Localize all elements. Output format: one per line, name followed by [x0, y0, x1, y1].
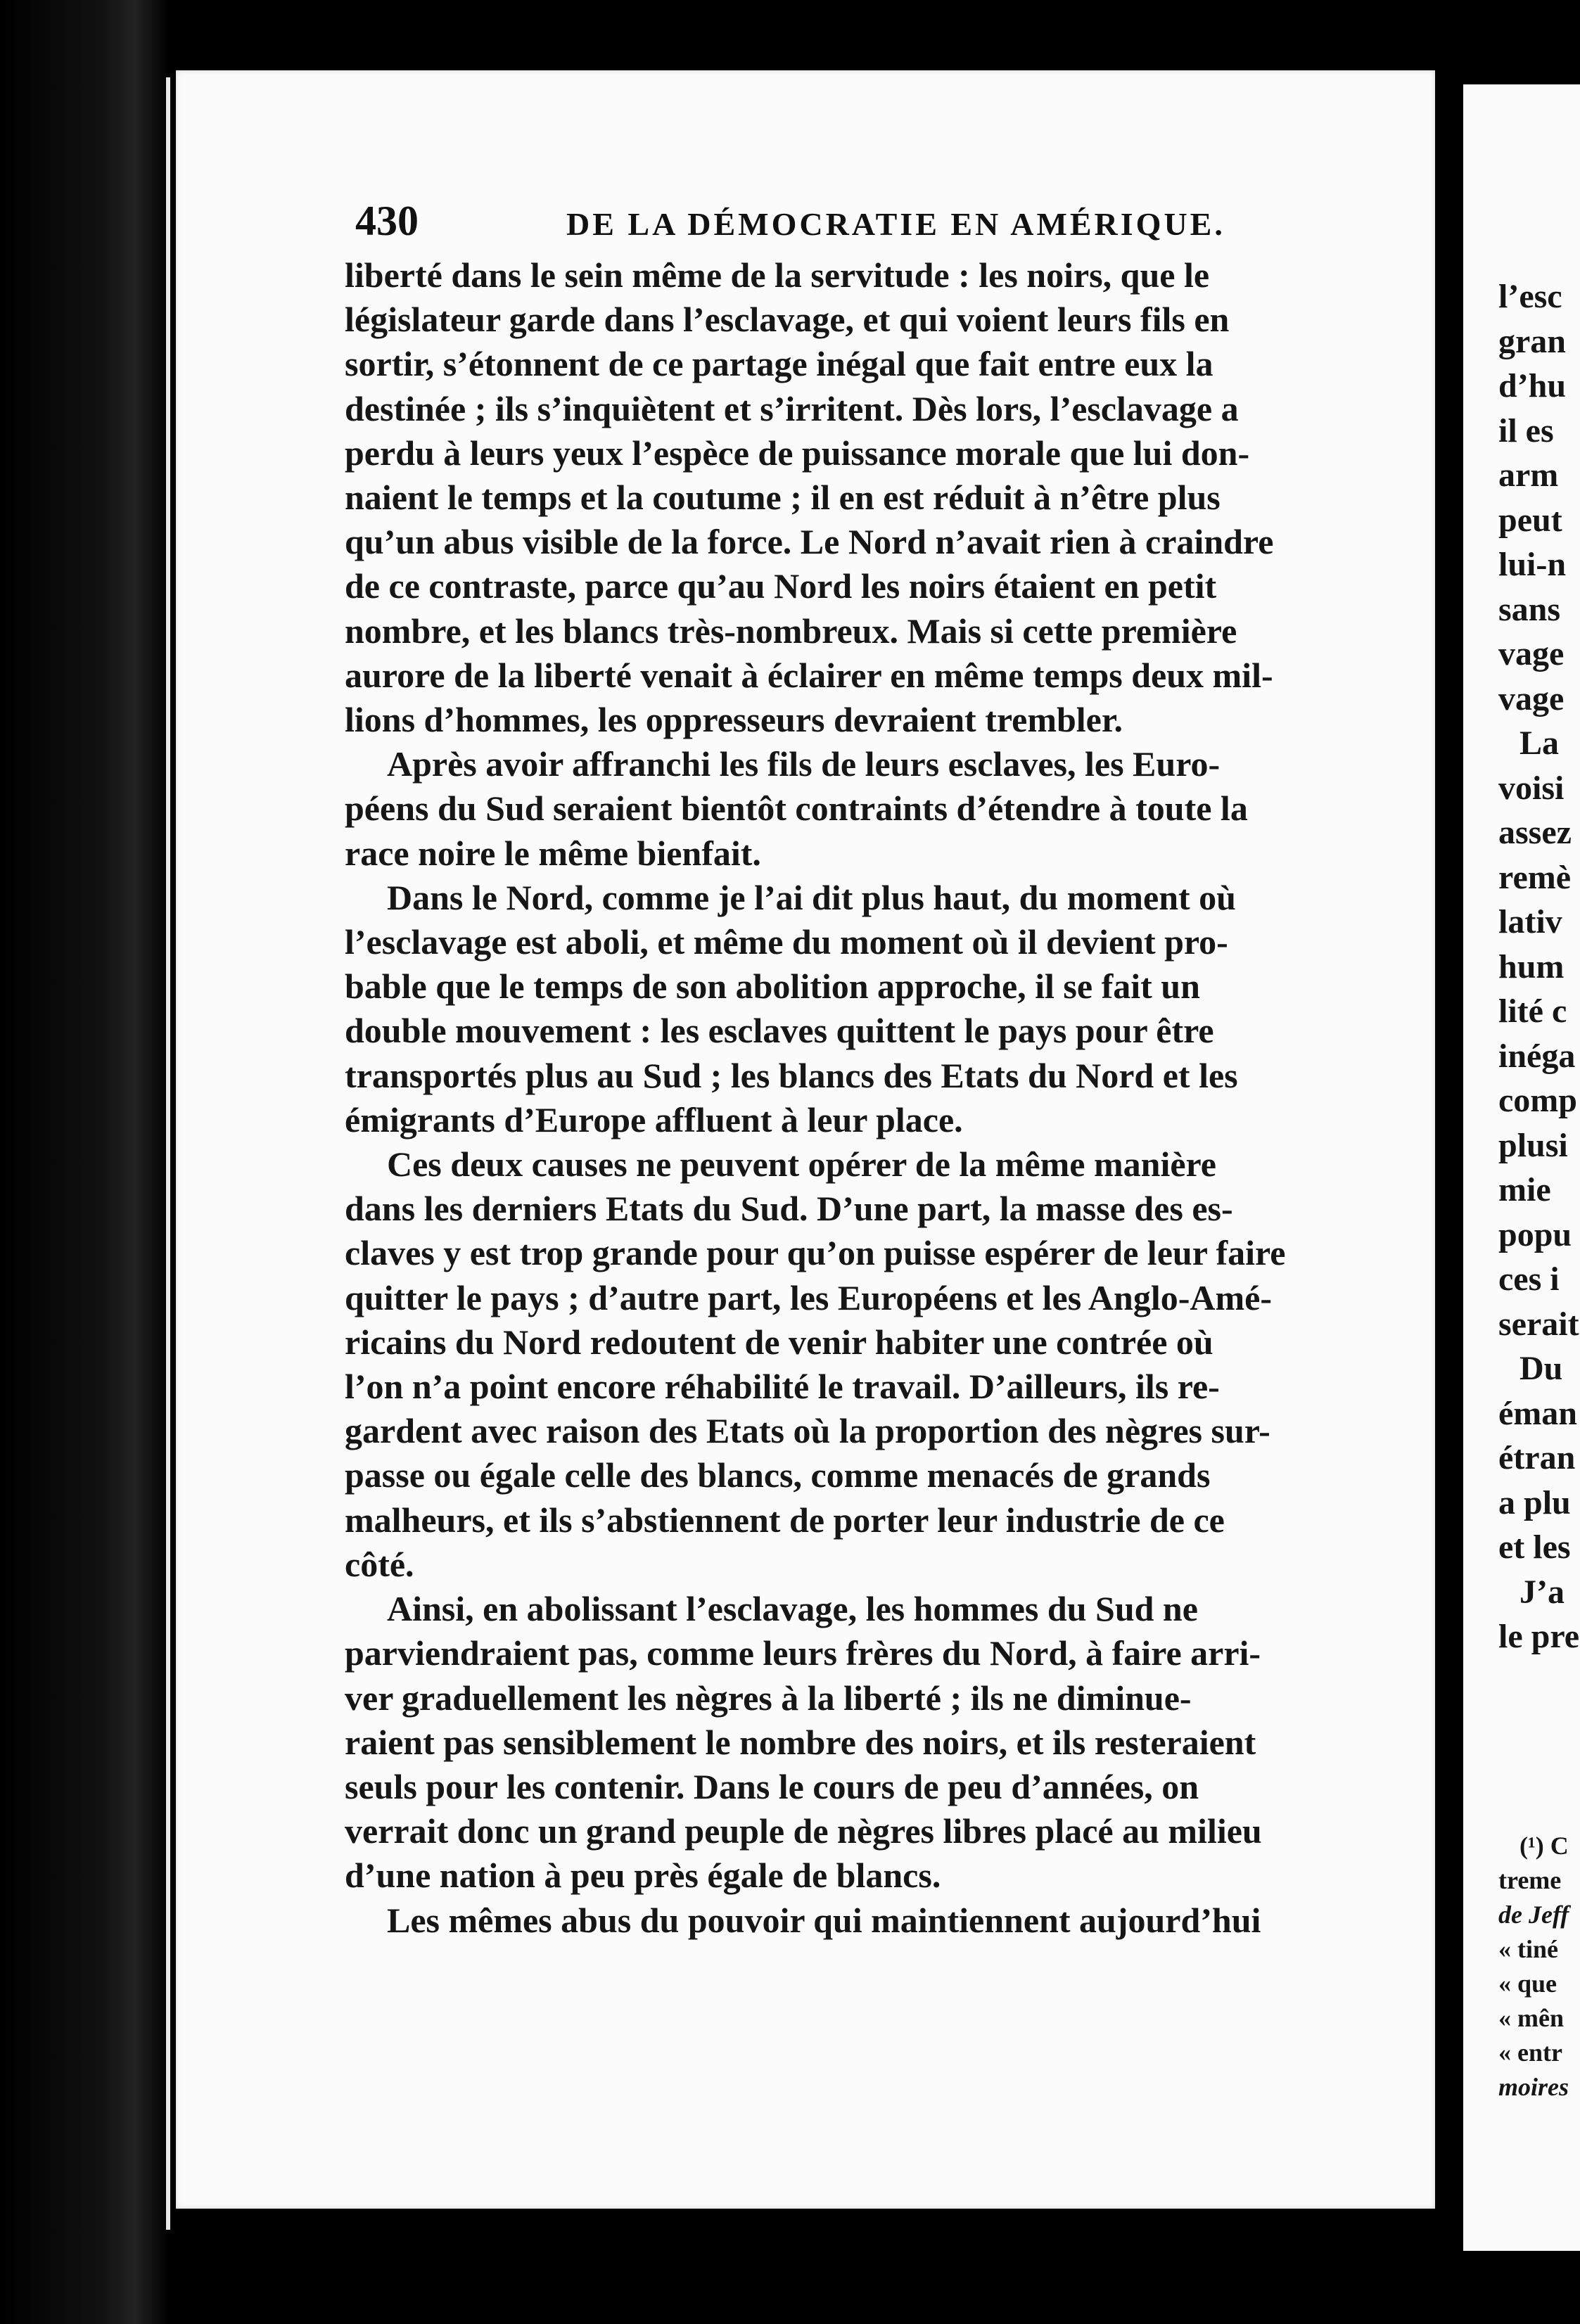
text-line: transportés plus au Sud ; les blancs des Etats du Nord et les	[345, 1055, 1238, 1095]
text-line: il es	[1498, 411, 1554, 449]
next-page-text	[1498, 274, 1580, 1659]
text-line: d’une nation à peu près égale de blancs.	[345, 1856, 941, 1896]
footnote-line: « entr	[1498, 2038, 1562, 2067]
text-line: gardent avec raison des Etats où la proportion des nègres sur-	[345, 1411, 1270, 1451]
text-line: Les mêmes abus du pouvoir qui maintiennent aujourd’hui	[387, 1900, 1261, 1940]
page-number: 430	[355, 198, 419, 244]
text-line: malheurs, et ils s’abstiennent de porter leur industrie de ce	[345, 1500, 1225, 1540]
scan-edge-line	[166, 77, 170, 2230]
text-line: l’esc	[1498, 278, 1562, 315]
text-line: arm	[1498, 456, 1559, 494]
text-line: liberté dans le sein même de la servitude : les noirs, que le	[345, 255, 1210, 295]
text-line: raient pas sensiblement le nombre des noirs, et ils resteraient	[345, 1722, 1256, 1762]
text-line: verrait donc un grand peuple de nègres libres placé au milieu	[345, 1811, 1262, 1851]
text-line: bable que le temps de son abolition approche, il se fait un	[345, 966, 1200, 1007]
text-line: assez	[1498, 814, 1572, 851]
text-line: le pre	[1498, 1618, 1580, 1655]
text-line: péens du Sud seraient bientôt contraints d’étendre à toute la	[345, 788, 1248, 829]
text-line: législateur garde dans l’esclavage, et qui voient leurs fils en	[345, 300, 1230, 340]
text-line: J’a	[1520, 1573, 1565, 1611]
text-line: qu’un abus visible de la force. Le Nord n’avait rien à craindre	[345, 522, 1274, 562]
footnote-line: « mên	[1498, 2004, 1564, 2032]
text-line: voisi	[1498, 769, 1565, 807]
text-line: mie	[1498, 1171, 1551, 1208]
text-line: ces i	[1498, 1260, 1560, 1298]
text-line: double mouvement : les esclaves quittent le pays pour être	[345, 1011, 1214, 1051]
text-line: remè	[1498, 858, 1572, 896]
running-title: DE LA DÉMOCRATIE EN AMÉRIQUE.	[566, 206, 1225, 242]
footnote-line: « tiné	[1498, 1935, 1558, 1963]
text-line: de ce contraste, parce qu’au Nord les noirs étaient en petit	[345, 566, 1217, 606]
text-line: d’hu	[1498, 367, 1567, 404]
text-line: dans les derniers Etats du Sud. D’une part, la masse des es-	[345, 1189, 1233, 1229]
text-line: serait	[1498, 1305, 1579, 1343]
body-text	[345, 253, 1365, 1943]
scan-left-edge	[0, 0, 169, 2324]
text-line: parviendraient pas, comme leurs frères du Nord, à faire arri-	[345, 1633, 1261, 1673]
text-line: comp	[1498, 1082, 1577, 1119]
text-line: peut	[1498, 501, 1562, 539]
text-line: ricains du Nord redoutent de venir habiter une contrée où	[345, 1322, 1213, 1362]
page-gutter	[1438, 63, 1463, 2279]
text-line: ver graduellement les nègres à la liberté ; ils ne diminue-	[345, 1678, 1192, 1718]
text-line: seuls pour les contenir. Dans le cours de peu d’années, on	[345, 1766, 1199, 1806]
text-line: La	[1520, 724, 1560, 762]
text-line: lui-n	[1498, 546, 1567, 583]
text-line: nombre, et les blancs très-nombreux. Mais si cette première	[345, 611, 1237, 651]
text-line: aurore de la liberté venait à éclairer en même temps deux mil-	[345, 655, 1273, 695]
text-line: Ces deux causes ne peuvent opérer de la même manière	[387, 1144, 1217, 1185]
text-line: l’esclavage est aboli, et même du moment où il devient pro-	[345, 922, 1228, 962]
next-page-fragment	[1463, 84, 1580, 2251]
text-line: Dans le Nord, comme je l’ai dit plus haut, du moment où	[387, 877, 1236, 917]
footnote-line: de Jeff	[1498, 1901, 1569, 1929]
text-line: sortir, s’étonnent de ce partage inégal que fait entre eux la	[345, 344, 1213, 384]
text-line: a plu	[1498, 1483, 1571, 1521]
text-line: et les	[1498, 1528, 1571, 1566]
text-line: éman	[1498, 1394, 1577, 1432]
footnote-line: (¹) C	[1520, 1832, 1569, 1860]
text-line: gran	[1498, 322, 1566, 360]
text-line: quitter le pays ; d’autre part, les Européens et les Anglo-Amé-	[345, 1277, 1272, 1317]
text-line: claves y est trop grande pour qu’on puisse espérer de leur faire	[345, 1233, 1286, 1273]
text-line: l’on n’a point encore réhabilité le travail. D’ailleurs, ils re-	[345, 1367, 1220, 1407]
text-line: race noire le même bienfait.	[345, 833, 761, 873]
text-line: Après avoir affranchi les fils de leurs esclaves, les Euro-	[387, 744, 1221, 784]
text-line: étran	[1498, 1439, 1576, 1476]
footnote-line: treme	[1498, 1866, 1562, 1894]
text-line: Du	[1520, 1350, 1563, 1387]
text-line: naient le temps et la coutume ; il en est réduit à n’être plus	[345, 478, 1221, 518]
text-line: vage	[1498, 635, 1565, 672]
text-line: Ainsi, en abolissant l’esclavage, les hommes du Sud ne	[387, 1589, 1198, 1629]
text-line: popu	[1498, 1215, 1572, 1253]
text-line: lativ	[1498, 903, 1562, 940]
text-line: côté.	[345, 1544, 414, 1584]
footnote-line: moires	[1498, 2073, 1569, 2101]
text-line: vage	[1498, 679, 1565, 717]
text-line: inéga	[1498, 1037, 1576, 1075]
text-line: lité c	[1498, 992, 1567, 1030]
text-line: passe ou égale celle des blancs, comme menacés de grands	[345, 1455, 1211, 1495]
text-line: hum	[1498, 947, 1565, 985]
text-line: sans	[1498, 590, 1561, 628]
text-line: lions d’hommes, les oppresseurs devraient trembler.	[345, 700, 1123, 740]
text-line: émigrants d’Europe affluent à leur place.	[345, 1099, 963, 1139]
footnote-line: « que	[1498, 1969, 1557, 1998]
text-line: plusi	[1498, 1126, 1568, 1164]
text-line: destinée ; ils s’inquiètent et s’irritent. Dès lors, l’esclavage a	[345, 388, 1239, 428]
next-page-footnotes	[1498, 1829, 1580, 2105]
text-line: perdu à leurs yeux l’espèce de puissance morale que lui don-	[345, 433, 1250, 473]
